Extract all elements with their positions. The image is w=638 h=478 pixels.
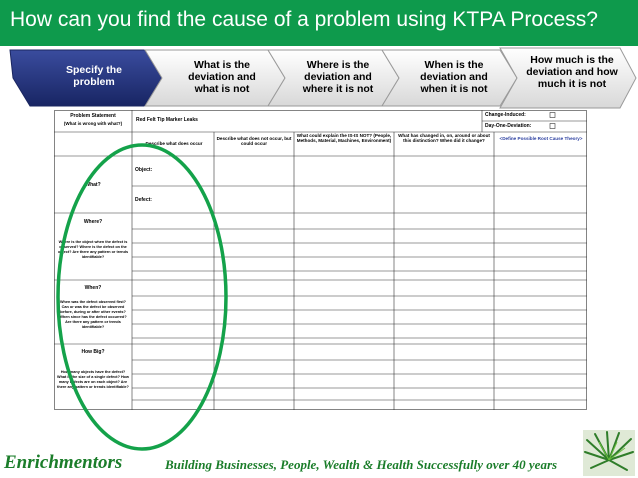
footer-tagline: Building Businesses, People, Wealth & Health Successfully over 40 years [165, 457, 558, 472]
change-induced-label: Change-Induced: [485, 112, 526, 118]
row-how-big-label: How Big? [81, 349, 105, 355]
row-where-label: Where? [83, 219, 103, 225]
title-bar [0, 0, 638, 46]
step-4-label: When is the deviation and when it is not [420, 59, 488, 95]
object-label: Object: [135, 167, 153, 173]
col-header-define: <Define Possible Root Cause Theory> [499, 136, 583, 141]
row-what-label: What? [85, 182, 101, 188]
defect-label: Defect: [135, 197, 152, 203]
how-big-question: How many objects have the defect? What is the size of a single defect? How many defects are on each object? Are there any pattern or trends identifiable? [57, 370, 129, 389]
where-question: Where is the object when the defect is observed? Where is the defect on the object? Are there any pattern or trends identifiable? [57, 240, 129, 259]
highlight-oval [52, 140, 232, 455]
problem-statement-value[interactable]: Red Felt Tip Marker Leaks [136, 117, 198, 123]
palm-tree-icon [583, 430, 635, 476]
process-steps [0, 46, 638, 110]
col-header-describe: Describe what does occur [145, 141, 203, 146]
step-1-label: Specify the problem [65, 64, 123, 88]
problem-statement-label: Problem Statement [70, 113, 116, 119]
step-2-label: What is the deviation and what is not [188, 59, 256, 95]
problem-statement-sub: (What is wrong with what?) [63, 121, 123, 126]
col-header-changed: What has changed in, on, around or about this distinction? When did it change? [398, 133, 490, 143]
step-5-label: How much is the deviation and how much it is not [526, 54, 618, 90]
row-when-label: When? [84, 285, 102, 291]
col-header-explain: What could explain the IS-IS NOT? (People, Methods, Material, Machines, Environment) [296, 133, 392, 143]
when-question: When was the defect observed first? Can or was the defect be observed before, during or after other events? When since has the defect occurred? Are there any pattern or trends identifiable? [59, 300, 127, 329]
col-header-not-occur: Describe what does not occur, but could occur [216, 136, 292, 146]
step-3-label: Where is the deviation and where it is not [302, 59, 374, 95]
slide-title: How can you find the cause of a problem using KTPA Process? [10, 8, 598, 31]
day-one-deviation-label: Day-One-Deviation: [485, 123, 532, 129]
brand-logo: Enrichmentors [4, 452, 123, 473]
